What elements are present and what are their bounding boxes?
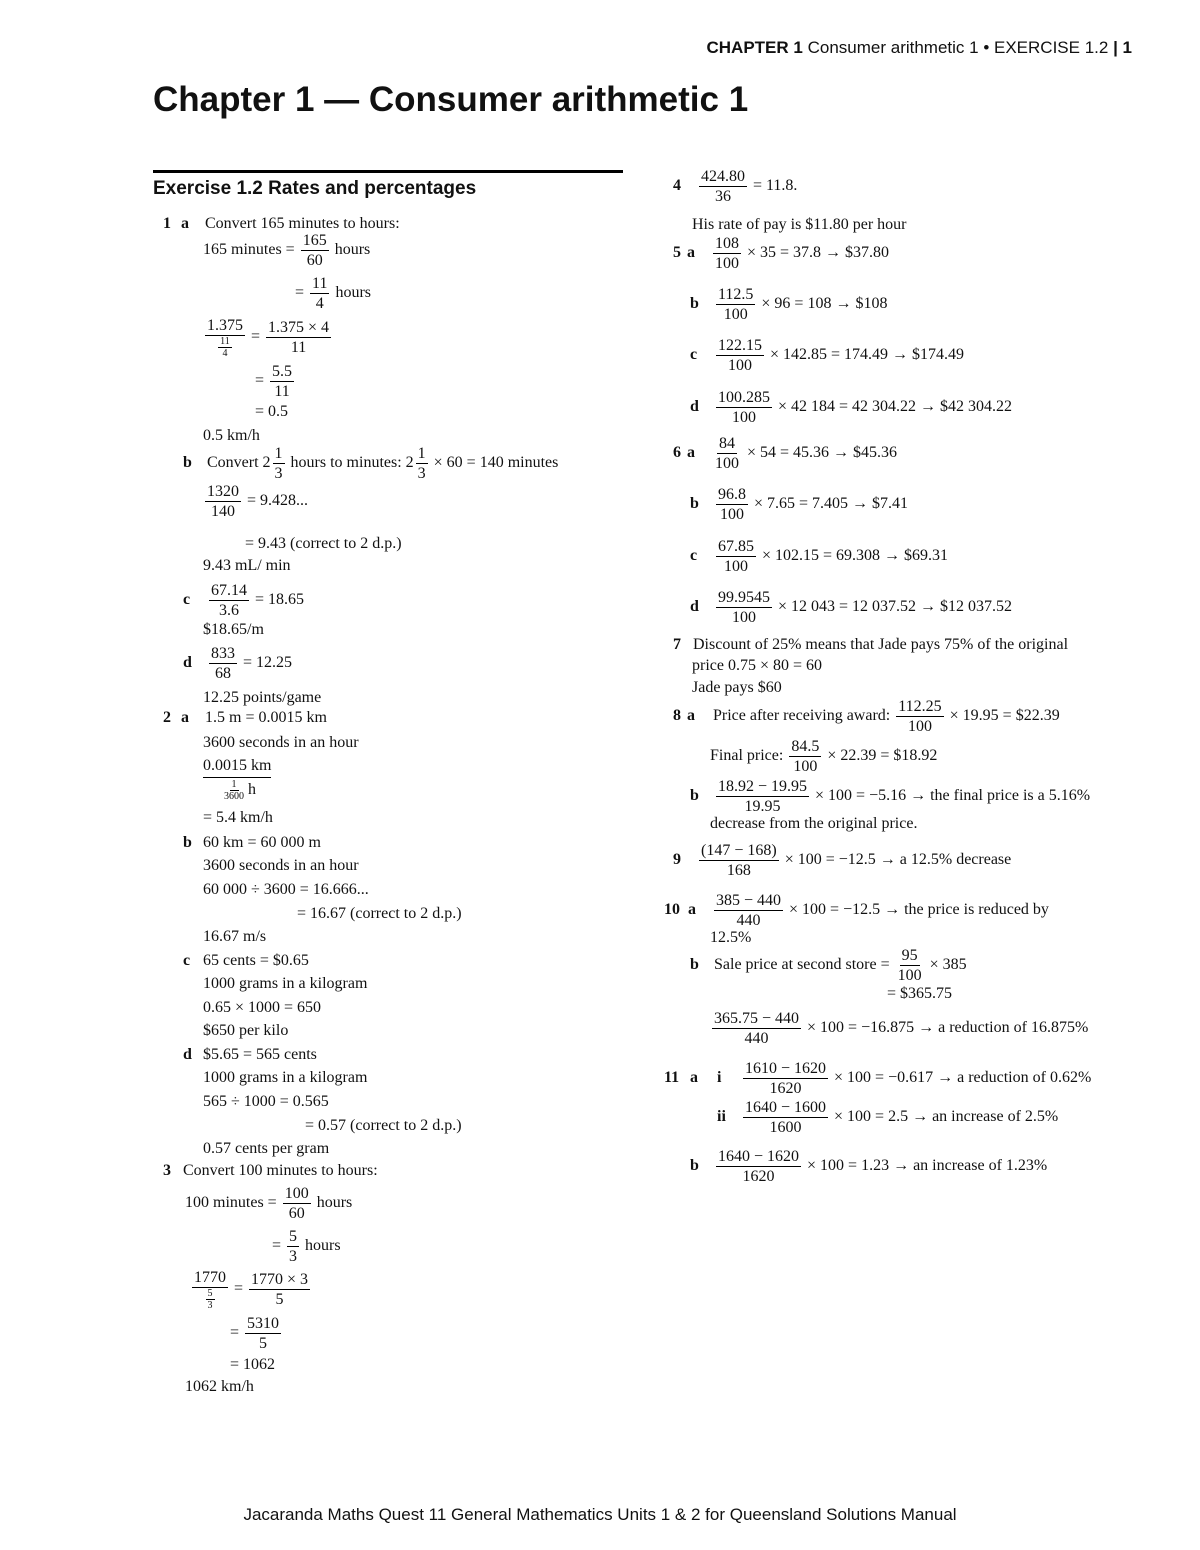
q1a-line5: = 0.5 xyxy=(255,403,289,420)
q6d: d $\frac{99.9545}{100}$ × 12 043 = 12 037.52 → $12 037.52 xyxy=(690,589,1013,626)
q8b-line1: b $\frac{18.92 - 19.95}{19.95}$ × 100 = −5.16 → the final price is a 5.16% xyxy=(690,778,1091,815)
q1d-line1: d $\frac{833}{68}$ = 12.25 xyxy=(183,645,293,682)
q3-line2: = $\frac{5}{3}$ hours xyxy=(272,1228,341,1265)
header-page: | 1 xyxy=(1113,38,1132,57)
q2a-line5: = 5.4 km/h xyxy=(203,809,273,826)
q2b-line5: 16.67 m/s xyxy=(203,928,267,945)
q2c-line4: $650 per kilo xyxy=(203,1022,289,1039)
q6a: 6 a $\frac{84}{100}$ × 54 = 45.36 → $45.36 xyxy=(673,435,898,472)
q11b: b $\frac{1640 - 1620}{1620}$ × 100 = 1.23 → an increase of 1.23% xyxy=(690,1148,1048,1185)
q8a-line2: Final price: $\frac{84.5}{100}$ × 22.39 = $18.92 xyxy=(710,738,938,775)
q1c-answer: $18.65/m xyxy=(203,621,264,638)
running-header xyxy=(707,38,1133,58)
q2a-line4: $\frac{1}{3600}$ h xyxy=(224,779,256,802)
q1a-line3: $\frac{1.375}{\frac{11}{4}}$ = $\frac{1.375 \times 4}{11}$ xyxy=(207,317,330,359)
q5d: d $\frac{100.285}{100}$ × 42 184 = 42 304.22 → $42 304.22 xyxy=(690,389,1013,426)
exercise-title: Exercise 1.2 Rates and percentages xyxy=(153,178,477,199)
q6b: b $\frac{96.8}{100}$ × 7.65 = 7.405 → $7.41 xyxy=(690,486,909,523)
q4-answer: His rate of pay is $11.80 per hour xyxy=(692,216,907,233)
q10a-line1: 10 a $\frac{385 - 440}{440}$ × 100 = −12.5 → the price is reduced by xyxy=(664,892,1049,929)
q10a-line2: 12.5% xyxy=(710,929,752,946)
page-title: Chapter 1 — Consumer arithmetic 1 xyxy=(153,80,749,119)
q3-intro: 3 Convert 100 minutes to hours: xyxy=(163,1162,378,1179)
q2c-line2: 1000 grams in a kilogram xyxy=(203,975,368,992)
q8a-line1: 8 a Price after receiving award: $\frac{112.25}{100}$ × 19.95 = $22.39 xyxy=(673,698,1060,735)
q2d-line4: = 0.57 (correct to 2 d.p.) xyxy=(305,1117,462,1134)
q10b-line2: = $365.75 xyxy=(887,985,953,1002)
q1d-answer: 12.25 points/game xyxy=(203,689,322,706)
q11ai: 11 a i $\frac{1610 - 1620}{1620}$ × 100 = −0.617 → a reduction of 0.62% xyxy=(664,1060,1092,1097)
q5c: c $\frac{122.15}{100}$ × 142.85 = 174.49 → $174.49 xyxy=(690,337,965,374)
q2c-line1: c 65 cents = $0.65 xyxy=(183,952,309,969)
q3-line5: = 1062 xyxy=(230,1356,276,1373)
q3-answer: 1062 km/h xyxy=(185,1378,254,1395)
q2b-line3: 60 000 ÷ 3600 = 16.666... xyxy=(203,881,369,898)
q2d-line1: d $5.65 = 565 cents xyxy=(183,1046,317,1063)
header-chapter: CHAPTER 1 xyxy=(706,38,803,57)
q3-line4: = $\frac{5310}{5}$ xyxy=(230,1315,280,1352)
q1a-line1: 165 minutes = $\frac{165}{60}$ hours xyxy=(203,232,371,269)
q7-line3: Jade pays $60 xyxy=(692,679,782,696)
q1b-line1: b Convert 2 $\frac{1}{3}$ hours to minutes: 2 $\frac{1}{3}$ × 60 = 140 minutes xyxy=(183,445,559,482)
q2d-line3: 565 ÷ 1000 = 0.565 xyxy=(203,1093,329,1110)
q2a-line3: 0.0015 km xyxy=(203,756,271,778)
q1b-answer: 9.43 mL/ min xyxy=(203,557,291,574)
header-rest: Consumer arithmetic 1 • EXERCISE 1.2 xyxy=(807,38,1109,57)
q1b-line3: = 9.43 (correct to 2 d.p.) xyxy=(245,535,402,552)
q7-line1: 7 Discount of 25% means that Jade pays 75% of the original xyxy=(673,636,1069,653)
q1b-line2: $\frac{1320}{140}$ = 9.428... xyxy=(207,483,309,520)
q8b-line2: decrease from the original price. xyxy=(710,815,918,832)
q2d-line2: 1000 grams in a kilogram xyxy=(203,1069,368,1086)
q1a-intro: 1 a Convert 165 minutes to hours: xyxy=(163,215,400,232)
q2a-line2: 3600 seconds in an hour xyxy=(203,734,359,751)
q5a: 5 a $\frac{108}{100}$ × 35 = 37.8 → $37.80 xyxy=(673,235,890,272)
q1a-answer: 0.5 km/h xyxy=(203,427,260,444)
q4-line1: 4 $\frac{424.80}{36}$ = 11.8. xyxy=(673,168,798,205)
q10b-line3: $\frac{365.75 - 440}{440}$ × 100 = −16.875 → a reduction of 16.875% xyxy=(714,1010,1089,1047)
q1a-line2: = $\frac{11}{4}$ hours xyxy=(295,275,371,312)
q1c-line1: c $\frac{67.14}{3.6}$ = 18.65 xyxy=(183,582,305,619)
q2a-line1: 2 a 1.5 m = 0.0015 km xyxy=(163,709,327,726)
q10b-line1: b Sale price at second store = $\frac{95}{100}$ × 385 xyxy=(690,947,967,984)
page-footer: Jacaranda Maths Quest 11 General Mathematics Units 1 & 2 for Queensland Solutions Manual xyxy=(243,1505,957,1524)
q2b-line1: b 60 km = 60 000 m xyxy=(183,834,321,851)
q3-line3: $\frac{1770}{\frac{5}{3}}$ = $\frac{1770 \times 3}{5}$ xyxy=(194,1269,309,1311)
q2d-line5: 0.57 cents per gram xyxy=(203,1140,330,1157)
q7-line2: price 0.75 × 80 = 60 xyxy=(692,657,823,674)
q3-line1: 100 minutes = $\frac{100}{60}$ hours xyxy=(185,1185,353,1222)
q1a-line4: = $\frac{5.5}{11}$ xyxy=(255,363,293,400)
q5b: b $\frac{112.5}{100}$ × 96 = 108 → $108 xyxy=(690,286,888,323)
section-rule xyxy=(153,170,623,173)
q6c: c $\frac{67.85}{100}$ × 102.15 = 69.308 → $69.31 xyxy=(690,538,949,575)
q2c-line3: 0.65 × 1000 = 650 xyxy=(203,999,322,1016)
q2b-line2: 3600 seconds in an hour xyxy=(203,857,359,874)
q2b-line4: = 16.67 (correct to 2 d.p.) xyxy=(297,905,462,922)
q11aii: ii $\frac{1640 - 1600}{1600}$ × 100 = 2.5 → an increase of 2.5% xyxy=(717,1099,1059,1136)
q9: 9 $\frac{(147 - 168)}{168}$ × 100 = −12.5 → a 12.5% decrease xyxy=(673,842,1012,879)
